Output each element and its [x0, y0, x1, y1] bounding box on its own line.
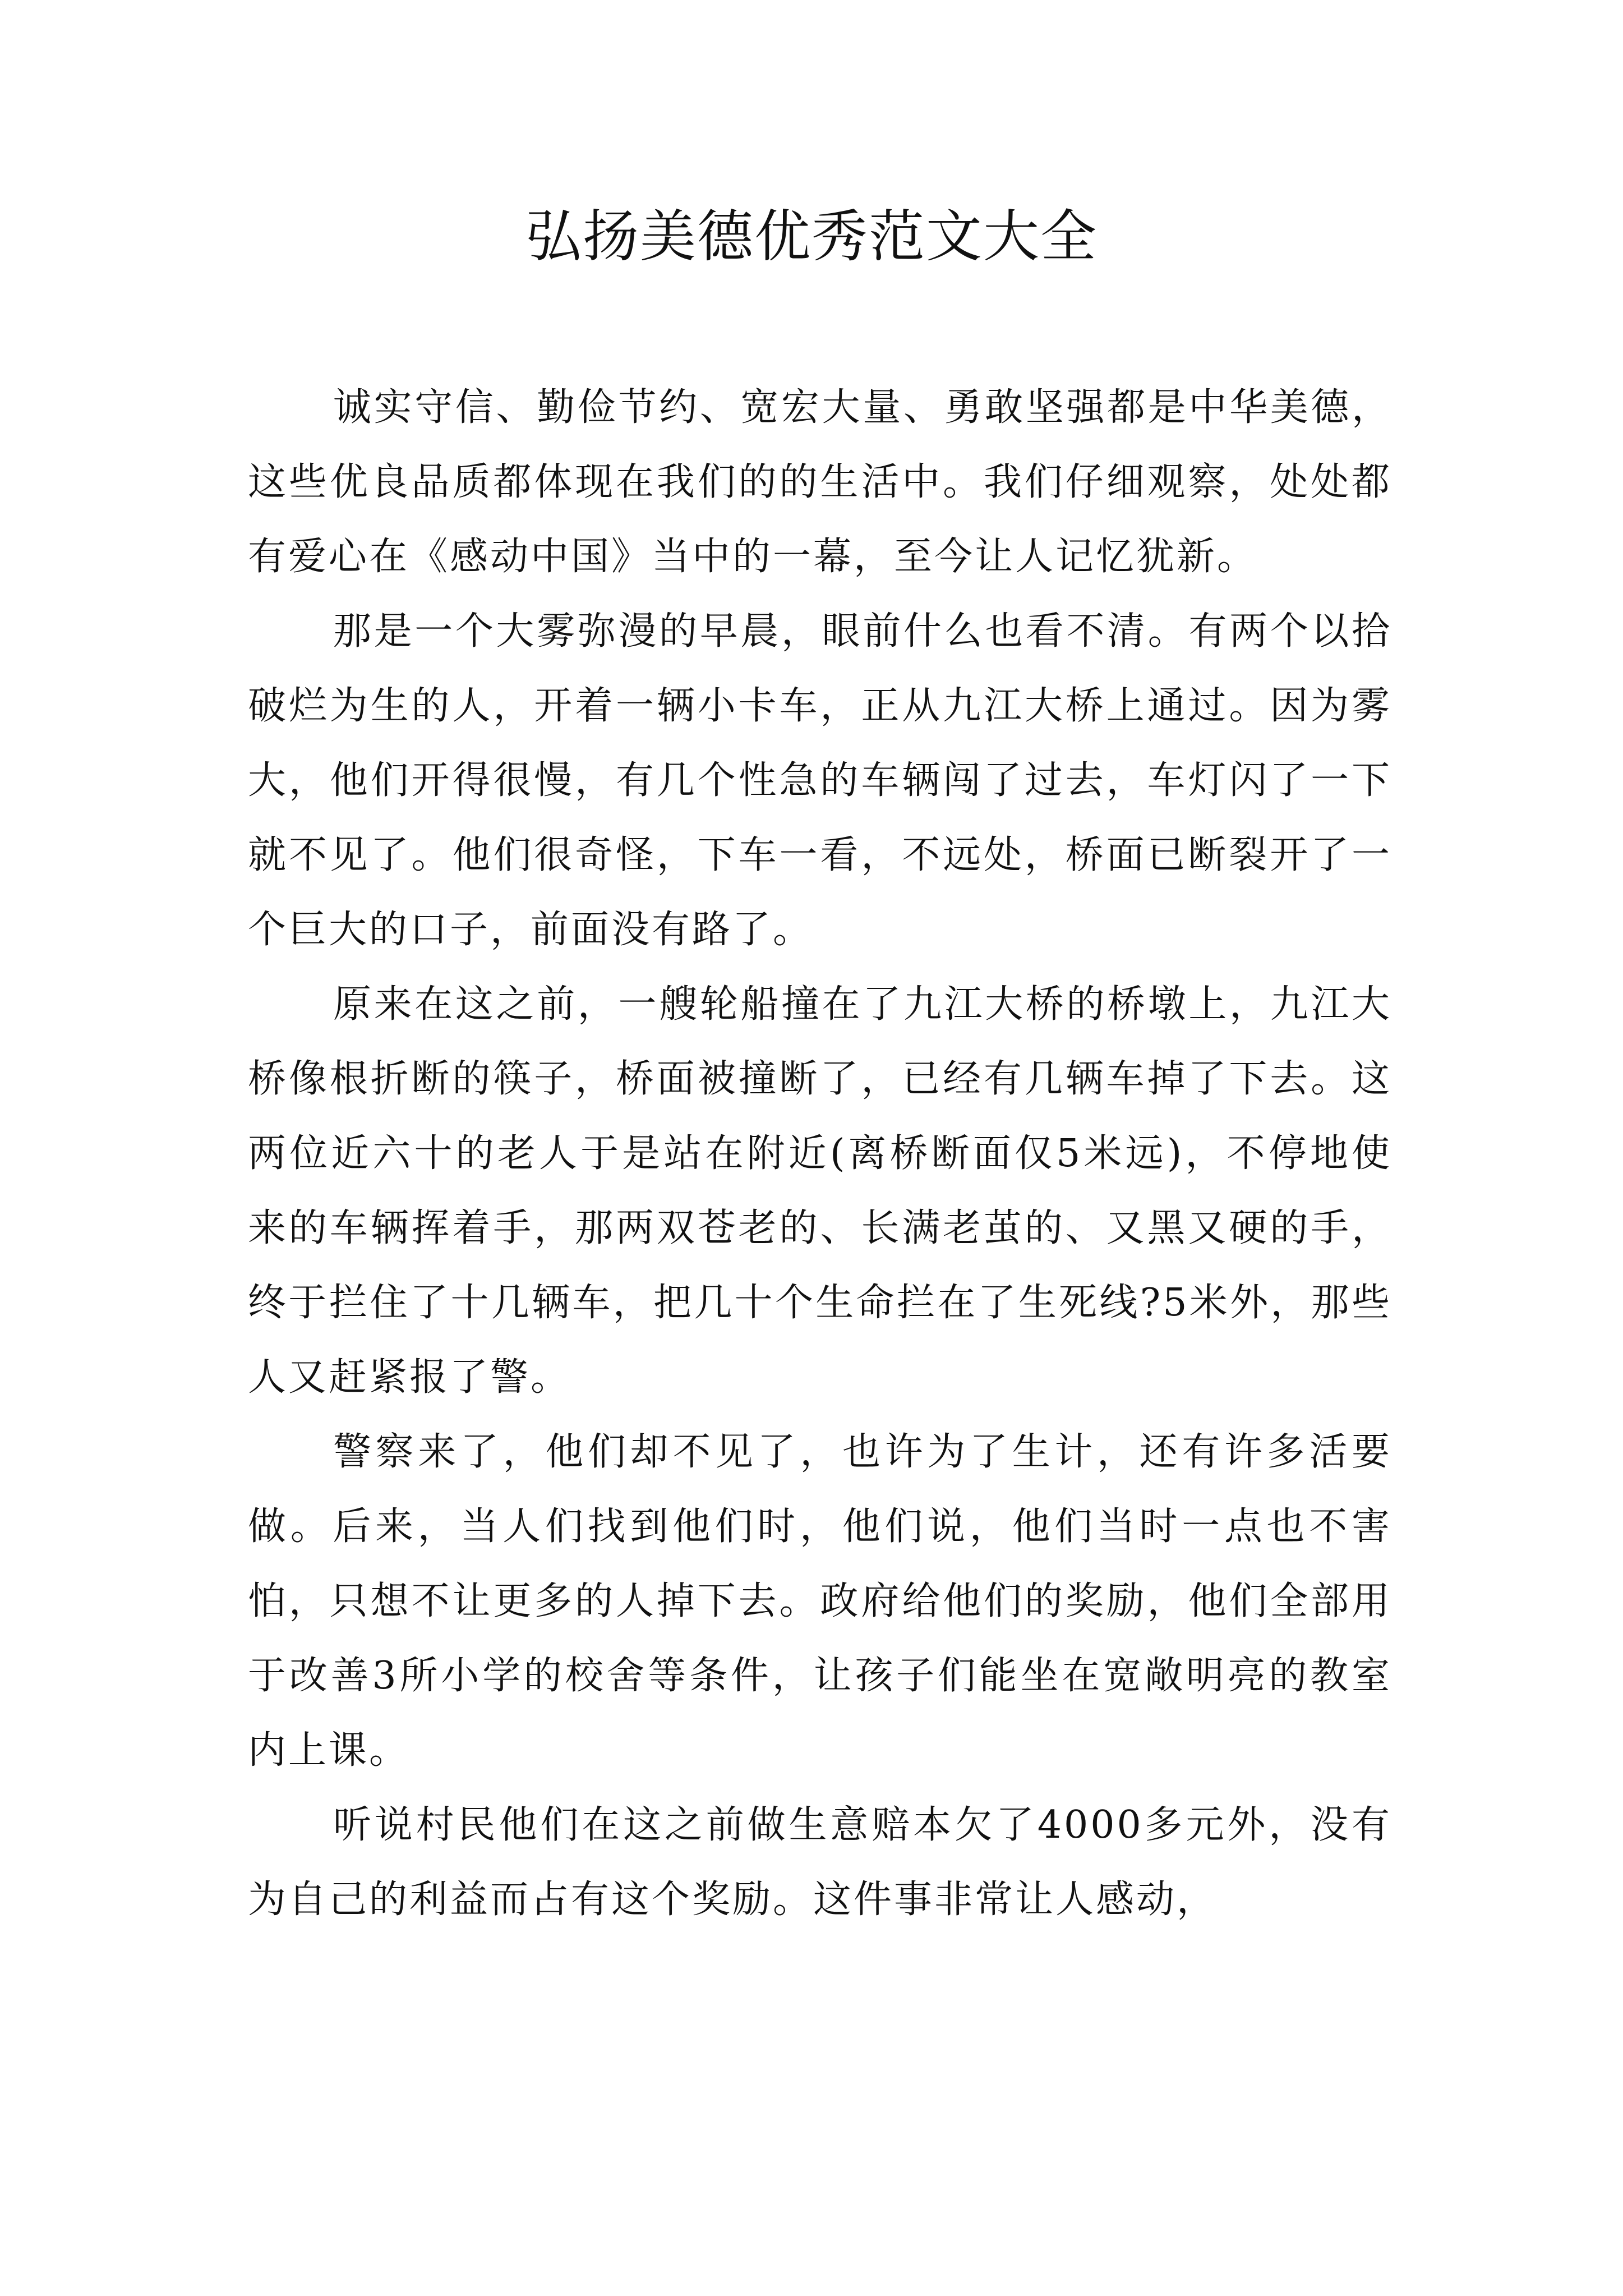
document-body	[248, 370, 1392, 1937]
paragraph-1: 诚实守信、勤俭节约、宽宏大量、勇敢坚强都是中华美德，这些优良品质都体现在我们的的生活中。我们仔细观察，处处都有爱心在《感动中国》当中的一幕，至今让人记忆犹新。	[248, 385, 1392, 579]
document-title: 弘扬美德优秀范文大全	[525, 204, 1098, 269]
paragraph-4: 警察来了，他们却不见了，也许为了生计，还有许多活要做。后来，当人们找到他们时，他们说，他们当时一点也不害怕，只想不让更多的人掉下去。政府给他们的奖励，他们全部用于改善3所小学的校舍等条件，让孩子们能坐在宽敞明亮的教室内上课。	[248, 1430, 1392, 1773]
paragraph-3: 原来在这之前，一艘轮船撞在了九江大桥的桥墩上，九江大桥像根折断的筷子，桥面被撞断了，已经有几辆车掉了下去。这两位近六十的老人于是站在附近(离桥断面仅5米远)，不停地使来的车辆挥着手，那两双苍老的、长满老茧的、又黑又硬的手，终于拦住了十几辆车，把几十个生命拦在了生死线?5米外，那些人又赶紧报了警。	[248, 982, 1392, 1400]
paragraph-5: 听说村民他们在这之前做生意赔本欠了4000多元外，没有为自己的利益而占有这个奖励。这件事非常让人感动，	[248, 1803, 1392, 1922]
paragraph-2: 那是一个大雾弥漫的早晨，眼前什么也看不清。有两个以拾破烂为生的人，开着一辆小卡车，正从九江大桥上通过。因为雾大，他们开得很慢，有几个性急的车辆闯了过去，车灯闪了一下就不见了。他们很奇怪，下车一看，不远处，桥面已断裂开了一个巨大的口子，前面没有路了。	[248, 609, 1392, 952]
